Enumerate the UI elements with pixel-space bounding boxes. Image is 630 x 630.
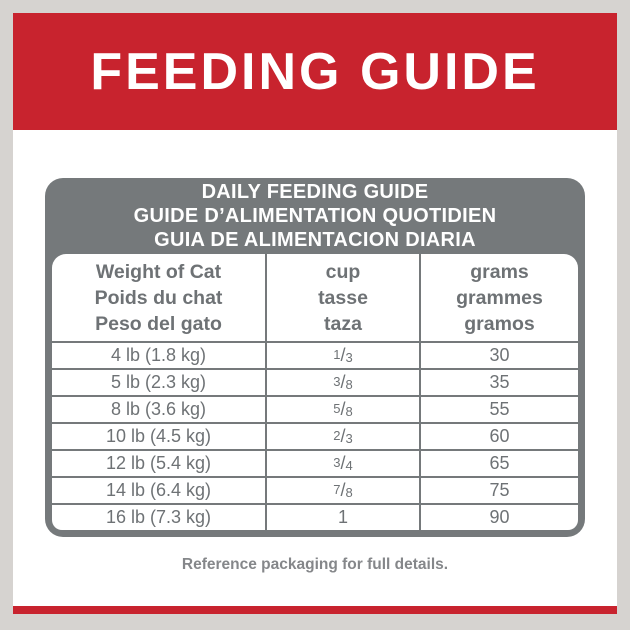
weight-cell: 10 lb (4.5 kg)	[52, 422, 267, 449]
grams-cell: 35	[421, 368, 578, 395]
grams-cell: 90	[421, 503, 578, 530]
table-row	[52, 341, 578, 368]
banner-title: FEEDING GUIDE	[90, 42, 540, 101]
grams-cell: 60	[421, 422, 578, 449]
weight-cell: 14 lb (6.4 kg)	[52, 476, 267, 503]
table-body	[52, 254, 578, 530]
column-header-weight: Weight of Cat Poids du chat Peso del gato	[52, 254, 267, 341]
cup-cell: $^2$ / $_3$	[267, 422, 421, 449]
footnote: Reference packaging for full details.	[181, 556, 449, 573]
cup-cell: $^3$ / $_4$	[267, 449, 421, 476]
table-row	[52, 368, 578, 395]
grams-cell: 75	[421, 476, 578, 503]
cup-cell: $^3$ / $_8$	[267, 368, 421, 395]
weight-cell: 4 lb (1.8 kg)	[52, 341, 267, 368]
weight-cell: 12 lb (5.4 kg)	[52, 449, 267, 476]
cup-cell: $^5$ / $_8$	[267, 395, 421, 422]
cup-cell: 1	[267, 503, 421, 530]
weight-cell: 16 lb (7.3 kg)	[52, 503, 267, 530]
table-row	[52, 503, 578, 530]
cup-cell: $^1$ / $_3$	[267, 341, 421, 368]
table-row	[52, 476, 578, 503]
grams-cell: 30	[421, 341, 578, 368]
table-row	[52, 422, 578, 449]
column-header-cup: cup tasse taza	[267, 254, 421, 341]
weight-cell: 5 lb (2.3 kg)	[52, 368, 267, 395]
column-header-grams: grams grammes gramos	[456, 260, 543, 335]
feeding-table	[45, 178, 585, 537]
column-header-row	[52, 254, 578, 341]
table-row	[52, 449, 578, 476]
table-title	[52, 178, 578, 254]
grams-cell: 65	[421, 449, 578, 476]
weight-cell: 8 lb (3.6 kg)	[52, 395, 267, 422]
table-title-line-fr: GUIDE D’ALIMENTATION QUOTIDIEN	[133, 205, 497, 227]
grams-cell: 55	[421, 395, 578, 422]
accent-strip	[13, 606, 617, 614]
table-title-line-es: GUIA DE ALIMENTACION DIARIA	[154, 229, 476, 251]
table-title-line-en: DAILY FEEDING GUIDE	[201, 181, 429, 203]
cup-cell: $^7$ / $_8$	[267, 476, 421, 503]
table-row	[52, 395, 578, 422]
feeding-guide-banner	[13, 13, 617, 130]
